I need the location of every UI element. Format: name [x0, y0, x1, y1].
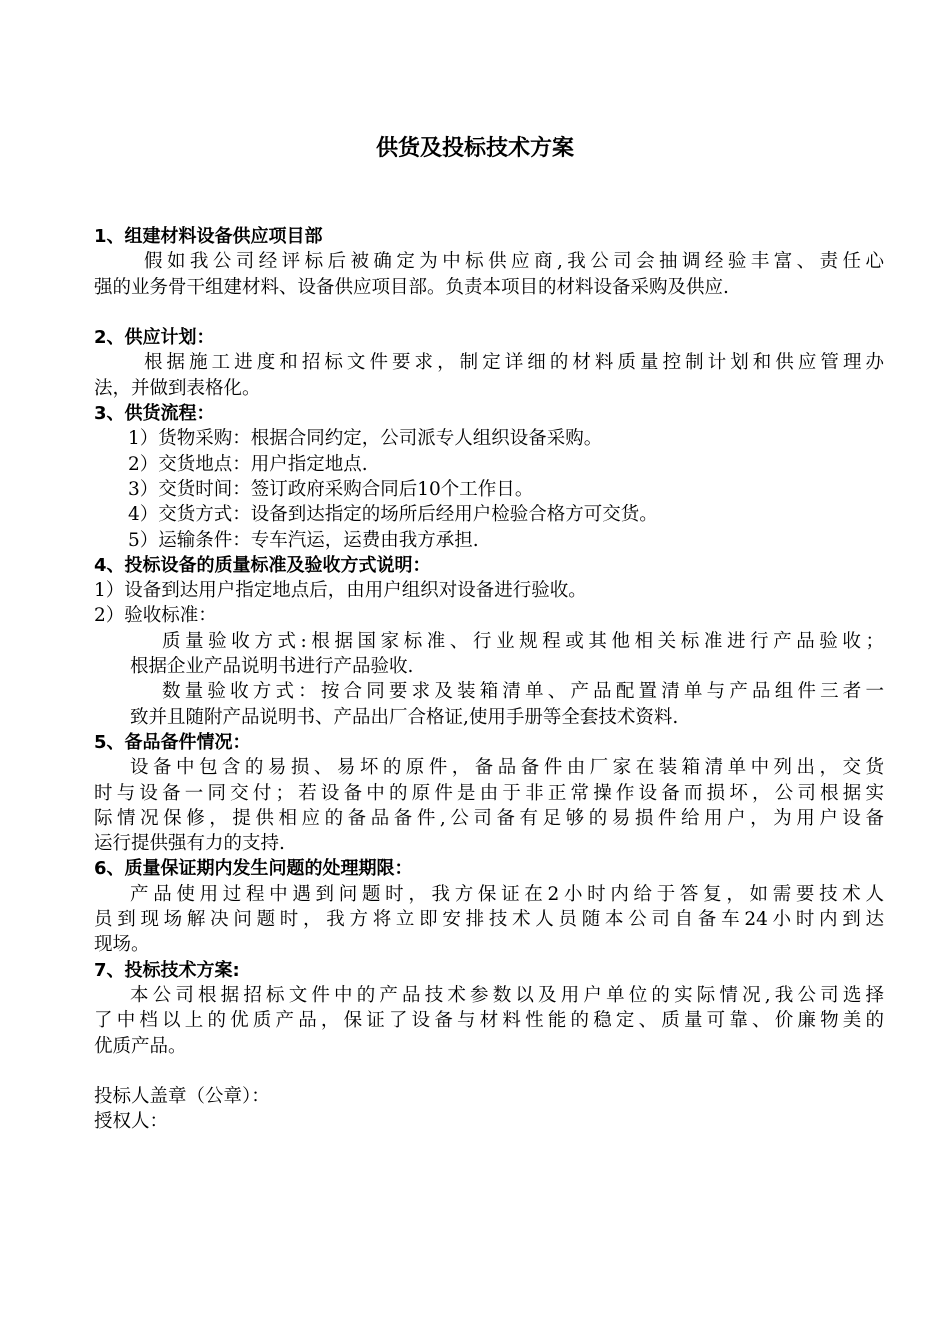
bidder-seal-line: 投标人盖章（公章）： [94, 1086, 270, 1108]
section-3-list-item: 4）交货方式：设备到达指定的场所后经用户检验合格方可交货。 [128, 504, 658, 526]
section-4-item-2: 2）验收标准： [94, 605, 217, 627]
spacer [94, 1059, 884, 1084]
section-2-heading: 2、供应计划： [94, 327, 215, 349]
document-body [94, 224, 884, 1135]
section-6-heading: 6、质量保证期内发生问题的处理期限： [94, 858, 413, 880]
section-1-heading: 1、组建材料设备供应项目部 [94, 226, 323, 247]
section-7-paragraph-line-1: 本公司根据招标文件中的产品技术参数以及用户单位的实际情况,我公司选择 [130, 984, 884, 1006]
section-7-heading: 7、投标技术方案: [94, 959, 240, 981]
section-7-paragraph-line-2: 了中档以上的优质产品，保证了设备与材料性能的稳定、质量可靠、价廉物美的 [94, 1010, 884, 1032]
document-title: 供货及投标技术方案 [375, 136, 574, 161]
section-5-heading: 5、备品备件情况： [94, 731, 251, 753]
section-5-paragraph-line-2: 时与设备一同交付；若设备中的原件是由于非正常操作设备而损坏，公司根据实 [94, 782, 884, 804]
quantity-acceptance-line-1: 数量验收方式：按合同要求及装箱清单、产品配置清单与产品组件三者一 [162, 681, 884, 703]
section-1-paragraph-line-2: 强的业务骨干组建材料、设备供应项目部。负责本项目的材料设备采购及供应. [94, 276, 729, 298]
section-1-paragraph-line-1: 假如我公司经评标后被确定为中标供应商,我公司会抽调经验丰富、责任心 [144, 251, 884, 273]
section-6-paragraph-line-2: 员到现场解决问题时，我方将立即安排技术人员随本公司自备车24小时内到达 [94, 909, 884, 931]
section-6-paragraph-line-1: 产品使用过程中遇到问题时，我方保证在2小时内给于答复，如需要技术人 [130, 883, 884, 905]
section-5-paragraph-line-3: 际情况保修，提供相应的备品备件,公司备有足够的易损件给用户，为用户设备 [94, 807, 884, 829]
authorized-signer-line: 授权人： [94, 1111, 169, 1133]
quality-acceptance-line-2: 根据企业产品说明书进行产品验收. [130, 656, 414, 678]
section-4-item-1: 1）设备到达用户指定地点后，由用户组织对设备进行验收。 [94, 580, 587, 602]
section-2-paragraph-line-2: 法，并做到表格化。 [94, 377, 261, 399]
quality-acceptance-line-1: 质量验收方式:根据国家标准、行业规程或其他相关标准进行产品验收； [162, 630, 884, 652]
section-3-list-item: 2）交货地点：用户指定地点. [128, 453, 368, 475]
quantity-acceptance-line-2: 致并且随附产品说明书、产品出厂合格证,使用手册等全套技术资料. [130, 706, 679, 728]
section-3-list-item: 5）运输条件：专车汽运，运费由我方承担. [128, 529, 479, 551]
section-3-heading: 3、供货流程： [94, 403, 215, 425]
section-4-heading: 4、投标设备的质量标准及验收方式说明： [94, 554, 431, 576]
section-2-paragraph-line-1: 根据施工进度和招标文件要求，制定详细的材料质量控制计划和供应管理办 [144, 352, 884, 374]
section-3-list-item: 3）交货时间：签订政府采购合同后10个工作日。 [128, 478, 534, 500]
section-6-paragraph-line-3: 现场。 [94, 934, 150, 956]
section-7-paragraph-line-3: 优质产品。 [94, 1035, 187, 1057]
section-5-paragraph-line-1: 设备中包含的易损、易坏的原件，备品备件由厂家在装箱清单中列出，交货 [130, 757, 884, 779]
section-5-paragraph-line-4: 运行提供强有力的支持. [94, 833, 285, 855]
spacer [94, 300, 884, 325]
section-3-list-item: 1）货物采购：根据合同约定，公司派专人组织设备采购。 [128, 428, 603, 450]
